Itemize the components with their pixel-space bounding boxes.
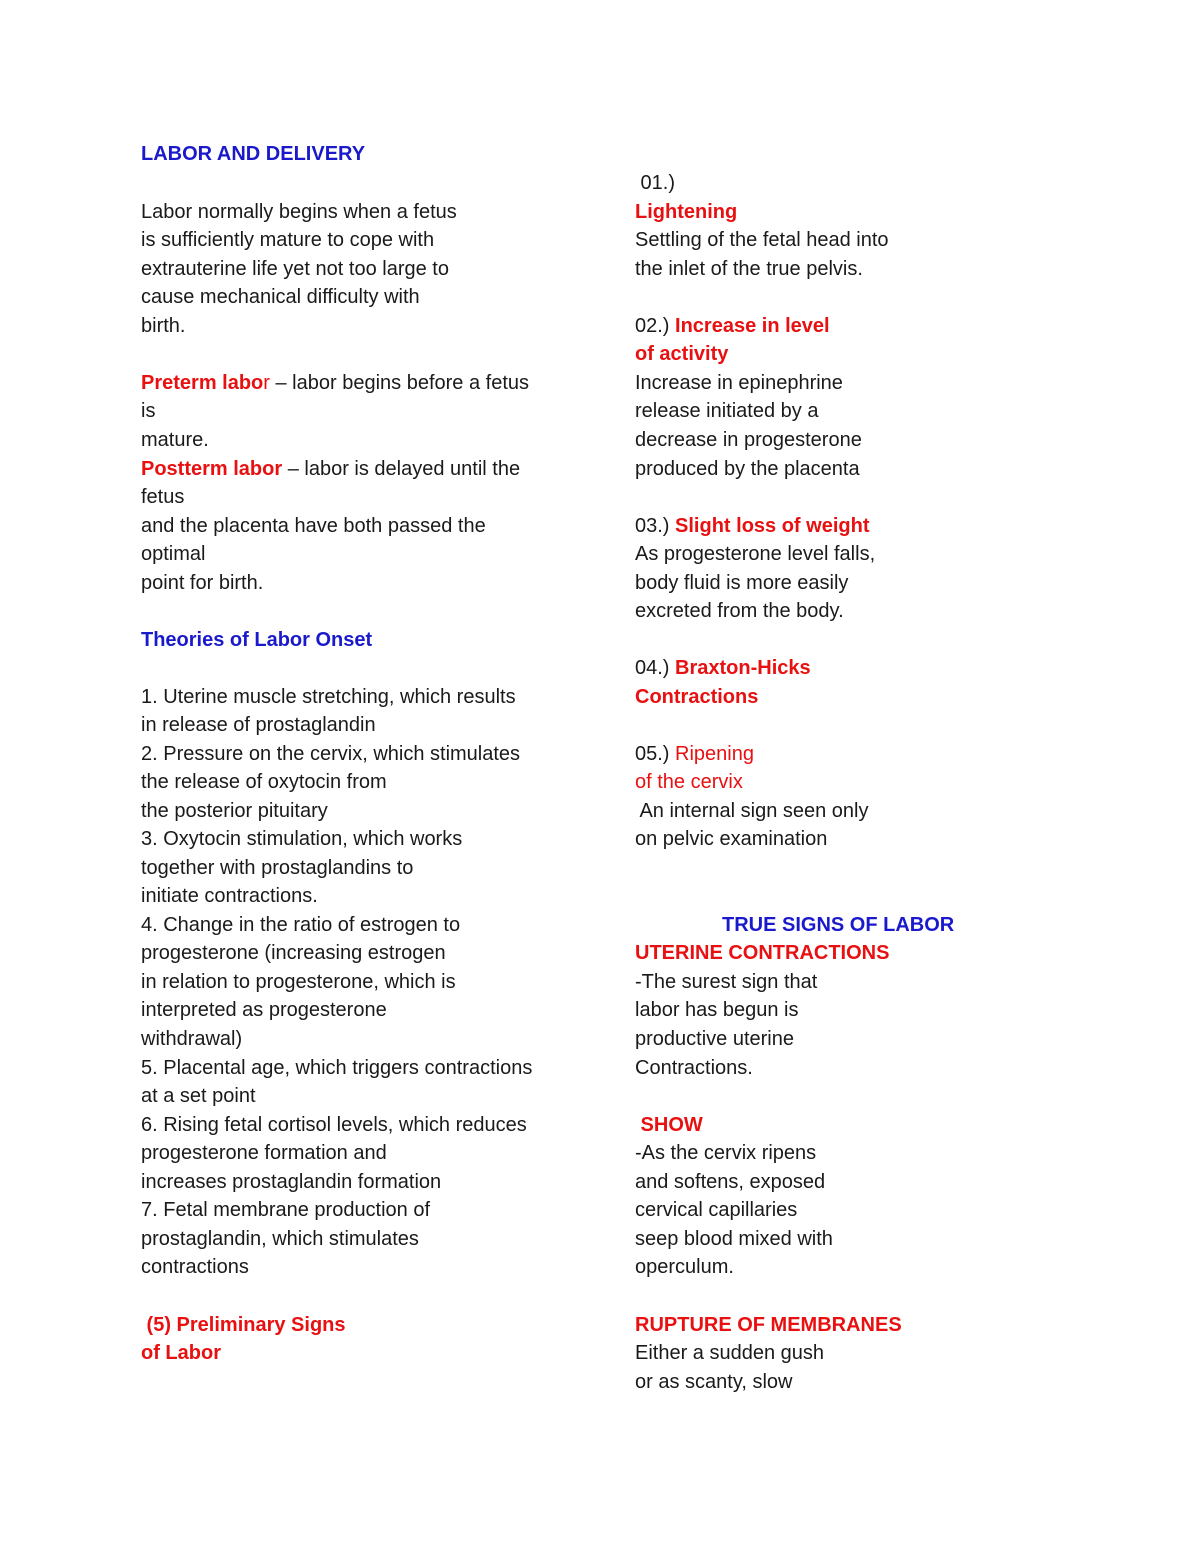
theory-line: 5. Placental age, which triggers contractions <box>141 1057 533 1079</box>
sign-body: Increase in epinephrine <box>635 372 843 394</box>
true-sign-body: Either a sudden gush <box>635 1342 825 1364</box>
theory-line: withdrawal) <box>141 1028 243 1050</box>
theory-line: 6. Rising fetal cortisol levels, which reduces <box>141 1114 527 1136</box>
sign-body: produced by the placenta <box>635 458 860 480</box>
true-sign-body: cervical capillaries <box>635 1199 798 1221</box>
postterm-line <box>141 457 520 481</box>
sign-heading <box>635 656 811 680</box>
theory-line: initiate contractions. <box>141 885 318 907</box>
postterm-def: – labor is delayed until the <box>282 458 521 480</box>
true-sign-title: UTERINE CONTRACTIONS <box>635 942 890 964</box>
true-sign-body: -As the cervix ripens <box>635 1142 817 1164</box>
sign-title: Increase in level <box>675 315 830 337</box>
theories-heading: Theories of Labor Onset <box>141 629 373 651</box>
theory-line: the release of oxytocin from <box>141 771 387 793</box>
sign-number: 05.) <box>635 743 676 765</box>
true-sign-body: seep blood mixed with <box>635 1228 833 1250</box>
sign-body: decrease in progesterone <box>635 429 862 451</box>
sign-title: of activity <box>635 343 729 365</box>
theory-line: 7. Fetal membrane production of <box>141 1199 431 1221</box>
sign-title: Contractions <box>635 686 759 708</box>
preliminary-signs-heading: of Labor <box>141 1342 221 1364</box>
true-signs-heading: TRUE SIGNS OF LABOR <box>722 914 955 936</box>
preterm-term-end: r <box>263 372 270 394</box>
sign-number: 04.) <box>635 657 676 679</box>
intro-line: cause mechanical difficulty with <box>141 286 420 308</box>
theory-line: interpreted as progesterone <box>141 999 387 1021</box>
theory-line: progesterone (increasing estrogen <box>141 942 446 964</box>
true-sign-body: operculum. <box>635 1256 734 1278</box>
postterm-line: optimal <box>141 543 206 565</box>
sign-heading <box>635 742 754 766</box>
sign-body: body fluid is more easily <box>635 572 849 594</box>
sign-body: on pelvic examination <box>635 828 828 850</box>
theory-line: in release of prostaglandin <box>141 714 376 736</box>
sign-heading <box>635 514 869 538</box>
true-sign-body: or as scanty, slow <box>635 1371 793 1393</box>
sign-body: Settling of the fetal head into <box>635 229 889 251</box>
sign-body: excreted from the body. <box>635 600 844 622</box>
true-sign-body: -The surest sign that <box>635 971 818 993</box>
true-sign-title: SHOW <box>635 1114 703 1136</box>
sign-body: As progesterone level falls, <box>635 543 876 565</box>
theory-line: increases prostaglandin formation <box>141 1171 442 1193</box>
sign-title: Slight loss of weight <box>675 515 870 537</box>
postterm-line: point for birth. <box>141 572 264 594</box>
postterm-term: Postterm labor <box>141 458 283 480</box>
theory-line: at a set point <box>141 1085 256 1107</box>
true-sign-title: RUPTURE OF MEMBRANES <box>635 1314 902 1336</box>
preliminary-signs-heading: (5) Preliminary Signs <box>141 1314 346 1336</box>
theory-line: progesterone formation and <box>141 1142 387 1164</box>
theory-line: in relation to progesterone, which is <box>141 971 456 993</box>
sign-number: 03.) <box>635 515 676 537</box>
postterm-line: and the placenta have both passed the <box>141 515 486 537</box>
theory-line: together with prostaglandins to <box>141 857 414 879</box>
preterm-line: mature. <box>141 429 209 451</box>
intro-line: is sufficiently mature to cope with <box>141 229 435 251</box>
sign-title: of the cervix <box>635 771 743 793</box>
sign-body: the inlet of the true pelvis. <box>635 258 863 280</box>
preterm-line <box>141 371 529 395</box>
preterm-term: Preterm labo <box>141 372 264 394</box>
sign-body: An internal sign seen only <box>635 800 869 822</box>
theory-line: the posterior pituitary <box>141 800 328 822</box>
document-title: LABOR AND DELIVERY <box>141 143 366 165</box>
preterm-line: is <box>141 400 156 422</box>
intro-line: birth. <box>141 315 186 337</box>
true-sign-body: and softens, exposed <box>635 1171 826 1193</box>
theory-line: prostaglandin, which stimulates <box>141 1228 419 1250</box>
true-sign-body: labor has begun is <box>635 999 799 1021</box>
intro-line: extrauterine life yet not too large to <box>141 258 449 280</box>
sign-title: Lightening <box>635 201 738 223</box>
theory-line: 2. Pressure on the cervix, which stimulates <box>141 743 521 765</box>
theory-line: contractions <box>141 1256 249 1278</box>
theory-line: 3. Oxytocin stimulation, which works <box>141 828 463 850</box>
true-sign-body: productive uterine <box>635 1028 794 1050</box>
theory-line: 4. Change in the ratio of estrogen to <box>141 914 461 936</box>
sign-body: release initiated by a <box>635 400 819 422</box>
sign-title: Ripening <box>675 743 754 765</box>
intro-line: Labor normally begins when a fetus <box>141 201 457 223</box>
true-sign-body: Contractions. <box>635 1057 753 1079</box>
sign-title: Braxton-Hicks <box>675 657 811 679</box>
sign-number: 02.) <box>635 315 676 337</box>
sign-heading <box>635 314 830 338</box>
preterm-def: – labor begins before a fetus <box>269 372 529 394</box>
postterm-line: fetus <box>141 486 185 508</box>
sign-number: 01.) <box>635 172 676 194</box>
theory-line: 1. Uterine muscle stretching, which results <box>141 686 516 708</box>
